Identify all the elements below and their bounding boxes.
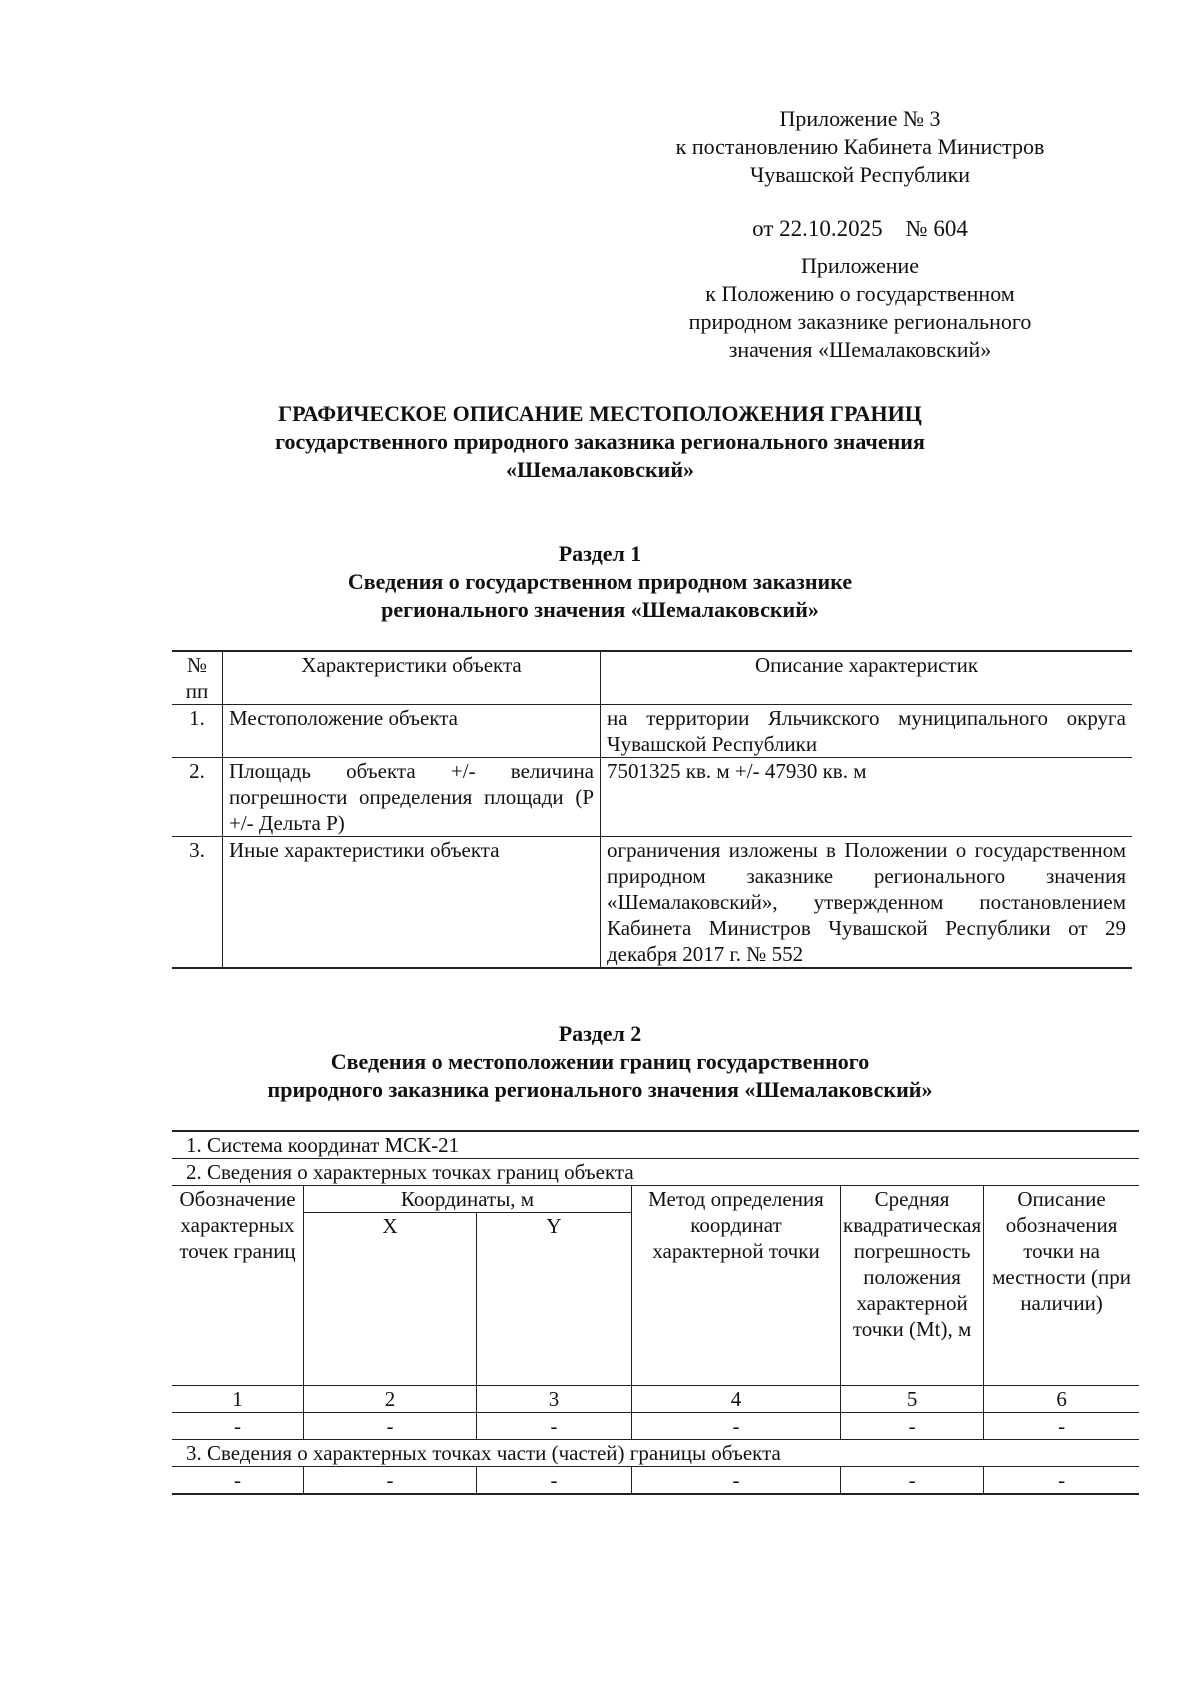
parts-heading-row — [172, 1440, 1139, 1467]
row-characteristic: Местоположение объекта — [223, 705, 601, 758]
col-coords-header: Координаты, м — [304, 1186, 632, 1213]
section1-heading — [100, 540, 1100, 624]
col-number: 6 — [984, 1386, 1139, 1413]
section2-table — [172, 1130, 1139, 1495]
col-number-header: № пп — [172, 651, 223, 705]
row-number: 2. — [172, 758, 223, 837]
row-number: 1. — [172, 705, 223, 758]
coord-system: 1. Система координат МСК-21 — [172, 1131, 1139, 1159]
table-cell: - — [304, 1467, 477, 1495]
appendix-number: Приложение № 3 — [779, 106, 941, 131]
table-header-row — [172, 1186, 1139, 1213]
date-number-line: от 22.10.2025 № 604 — [752, 216, 968, 241]
table-row — [172, 1467, 1139, 1495]
table-row — [172, 837, 1132, 969]
col-number: 5 — [841, 1386, 984, 1413]
points-heading-row — [172, 1159, 1139, 1186]
col-description-header: Описание характеристик — [601, 651, 1133, 705]
col-number: 2 — [304, 1386, 477, 1413]
appendix-resolution: к постановлению Кабинета Министров — [675, 134, 1045, 159]
col-number: 4 — [632, 1386, 841, 1413]
row-description: ограничения изложены в Положении о государственном природном заказнике регионального значения «Шемалаковский», утвержденном постановлением Кабинета Министров Чувашской Республики от 29 декабря 2017 г. № 552 — [601, 837, 1133, 969]
row-characteristic: Иные характеристики объекта — [223, 837, 601, 969]
table-cell: - — [632, 1467, 841, 1495]
row-number: 3. — [172, 837, 223, 969]
row-characteristic: Площадь объекта +/- величина погрешности определения площади (Р +/- Дельта Р) — [223, 758, 601, 837]
section2-subtitle2: природного заказника регионального значения «Шемалаковский» — [267, 1077, 933, 1102]
title-line3: «Шемалаковский» — [505, 457, 695, 482]
table-cell: - — [632, 1413, 841, 1440]
column-numbers-row — [172, 1386, 1139, 1413]
regulation-appendix-line3: природном заказнике регионального — [688, 309, 1032, 334]
col-description-header: Описание обозначения точки на местности (при наличии) — [984, 1186, 1139, 1386]
appendix-header — [600, 105, 1120, 189]
col-error-header: Средняя квадратическая погрешность положения характерной точки (Mt), м — [841, 1186, 984, 1386]
table-cell: - — [841, 1467, 984, 1495]
parts-heading: 3. Сведения о характерных точках части (частей) границы объекта — [172, 1440, 1139, 1467]
table-cell: - — [304, 1413, 477, 1440]
table-row — [172, 1413, 1139, 1440]
table-row — [172, 758, 1132, 837]
col-characteristics-header: Характеристики объекта — [223, 651, 601, 705]
section2-subtitle1: Сведения о местоположении границ государственного — [330, 1049, 870, 1074]
table-cell: - — [984, 1413, 1139, 1440]
table-row — [172, 705, 1132, 758]
col-number: 3 — [477, 1386, 632, 1413]
table-cell: - — [984, 1467, 1139, 1495]
col-method-header: Метод определения координат характерной точки — [632, 1186, 841, 1386]
section1-subtitle2: регионального значения «Шемалаковский» — [381, 597, 819, 622]
section1-table — [172, 650, 1132, 969]
points-heading: 2. Сведения о характерных точках границ объекта — [172, 1159, 1139, 1186]
section2-heading — [100, 1020, 1100, 1104]
title-line2: государственного природного заказника регионального значения — [275, 429, 925, 454]
section1-subtitle1: Сведения о государственном природном заказнике — [347, 569, 853, 594]
regulation-appendix-label: Приложение — [800, 253, 920, 278]
col-number: 1 — [172, 1386, 304, 1413]
col-designation-header: Обозначение характерных точек границ — [172, 1186, 304, 1386]
resolution-date — [600, 215, 1120, 243]
col-y-header: Y — [477, 1213, 632, 1386]
section1-label: Раздел 1 — [558, 541, 642, 566]
table-cell: - — [172, 1467, 304, 1495]
table-cell: - — [477, 1413, 632, 1440]
table-header-row — [172, 651, 1132, 705]
table-cell: - — [841, 1413, 984, 1440]
col-x-header: X — [304, 1213, 477, 1386]
row-description: на территории Яльчикского муниципального округа Чувашской Республики — [601, 705, 1133, 758]
appendix-republic: Чувашской Республики — [749, 162, 971, 187]
title-line1: ГРАФИЧЕСКОЕ ОПИСАНИЕ МЕСТОПОЛОЖЕНИЯ ГРАНИЦ — [278, 401, 922, 426]
table-cell: - — [477, 1467, 632, 1495]
document-title — [100, 400, 1100, 484]
row-description: 7501325 кв. м +/- 47930 кв. м — [601, 758, 1133, 837]
regulation-appendix-line2: к Положению о государственном — [705, 281, 1015, 306]
coord-system-row — [172, 1131, 1139, 1159]
section2-label: Раздел 2 — [558, 1021, 642, 1046]
table-cell: - — [172, 1413, 304, 1440]
regulation-appendix — [600, 252, 1120, 364]
regulation-appendix-line4: значения «Шемалаковский» — [728, 337, 992, 362]
